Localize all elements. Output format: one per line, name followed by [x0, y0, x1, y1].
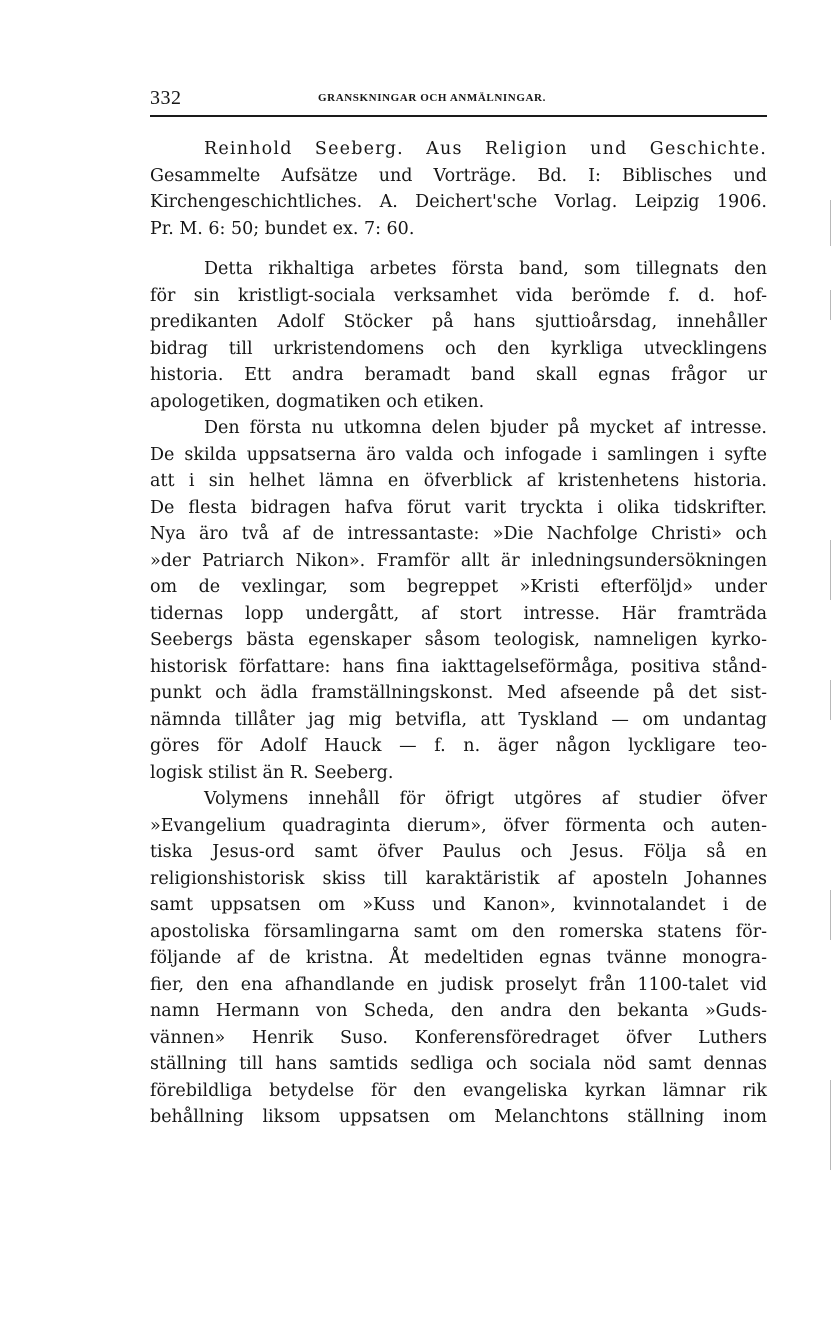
heading-line: Pr. M. 6: 50; bundet ex. 7: 60. — [150, 218, 415, 239]
paragraph-line: följande af de kristna. Åt medeltiden egnas tvänne monogra- — [150, 948, 767, 968]
heading-line: Kirchengeschichtliches. A. Deichert'sche Vorlag. Leipzig 1906. — [150, 192, 767, 212]
scan-mark — [830, 1080, 831, 1170]
paragraph-line: att i sin helhet lämna en öfverblick af kristenhetens historia. — [150, 471, 767, 491]
paragraph-line: nämnda tillåter jag mig betvifla, att Tyskland — om undantag — [150, 709, 767, 730]
paragraph-line: namn Hermann von Scheda, den andra den bekanta »Guds- — [150, 1001, 767, 1021]
paragraph-line: samt uppsatsen om »Kuss und Kanon», kvinnotalandet i de — [150, 895, 767, 915]
running-head: GRANSKNINGAR OCH ANMÄLNINGAR. — [318, 92, 546, 104]
page-header — [150, 86, 767, 110]
paragraph-line: om de vexlingar, som begreppet »Kristi efterföljd» under — [150, 577, 767, 597]
scan-mark — [830, 540, 831, 600]
paragraph-line: Seebergs bästa egenskaper såsom teologisk, namneligen kyrko- — [150, 630, 767, 650]
scan-mark — [830, 290, 831, 320]
scan-mark — [830, 890, 831, 940]
paragraph-line: Nya äro två af de intressantaste: »Die Nachfolge Christi» och — [150, 524, 767, 544]
heading-line: Reinhold Seeberg. Aus Religion und Geschichte. — [204, 139, 767, 159]
paragraph-line: Volymens innehåll för öfrigt utgöres af studier öfver — [204, 789, 767, 809]
paragraph-line: tiska Jesus-ord samt öfver Paulus och Jesus. Följa så en — [150, 842, 767, 862]
paragraph-2 — [150, 415, 767, 786]
paragraph-line: fier, den ena afhandlande en judisk proselyt från 1100-talet vid — [150, 974, 767, 995]
paragraph-line: predikanten Adolf Stöcker på hans sjuttioårsdag, innehåller — [150, 312, 767, 332]
paragraph-line: »der Patriarch Nikon». Framför allt är inledningsundersökningen — [150, 550, 767, 571]
paragraph-line: historisk författare: hans fina iakttagelseförmåga, positiva stånd- — [150, 656, 767, 677]
paragraph-line: göres för Adolf Hauck — f. n. äger någon lyckligare teo- — [150, 736, 767, 756]
scan-mark — [830, 680, 831, 720]
paragraph-line: De skilda uppsatserna äro valda och infogade i samlingen i syfte — [150, 444, 767, 465]
paragraph-line: ställning till hans samtids sedliga och sociala nöd samt dennas — [150, 1054, 767, 1074]
paragraph-line: för sin kristligt-sociala verksamhet vida berömde f. d. hof- — [150, 285, 767, 306]
paragraph-line: vännen» Henrik Suso. Konferensföredraget öfver Luthers — [150, 1027, 767, 1048]
paragraph-line: apostoliska församlingarna samt om den romerska statens för- — [150, 921, 767, 942]
paragraph-line: logisk stilist än R. Seeberg. — [150, 762, 394, 783]
paragraph-line: behållning liksom uppsatsen om Melanchtons ställning inom — [150, 1107, 767, 1127]
paragraph-line: Detta rikhaltiga arbetes första band, som tillegnats den — [204, 259, 767, 279]
header-rule — [150, 115, 767, 117]
paragraph-line: De flesta bidragen hafva förut varit tryckta i olika tidskrifter. — [150, 497, 767, 518]
spacer — [150, 242, 767, 256]
scan-mark — [830, 200, 831, 246]
page-edge-marks — [830, 200, 832, 1200]
paragraph-1 — [150, 256, 767, 415]
paragraph-line: förebildliga betydelse för den evangeliska kyrkan lämnar rik — [150, 1080, 767, 1101]
paragraph-line: »Evangelium quadraginta dierum», öfver förmenta och auten- — [150, 815, 767, 836]
paragraph-3 — [150, 786, 767, 1131]
paragraph-line: apologetiken, dogmatiken och etiken. — [150, 391, 485, 412]
paragraph-line: bidrag till urkristendomens och den kyrkliga utvecklingens — [150, 338, 767, 359]
paragraph-line: religionshistorisk skiss till karaktäristik af aposteln Johannes — [150, 868, 767, 889]
heading-line: Gesammelte Aufsätze und Vorträge. Bd. I: Biblisches und — [150, 165, 767, 186]
review-heading — [150, 136, 767, 242]
paragraph-line: tidernas lopp undergått, af stort intresse. Här framträda — [150, 603, 767, 624]
paragraph-line: historia. Ett andra beramadt band skall egnas frågor ur — [150, 365, 767, 385]
paragraph-line: punkt och ädla framställningskonst. Med afseende på det sist- — [150, 683, 767, 703]
page-number: 332 — [150, 87, 182, 109]
review-text — [150, 136, 767, 1131]
paragraph-line: Den första nu utkomna delen bjuder på mycket af intresse. — [204, 418, 767, 438]
